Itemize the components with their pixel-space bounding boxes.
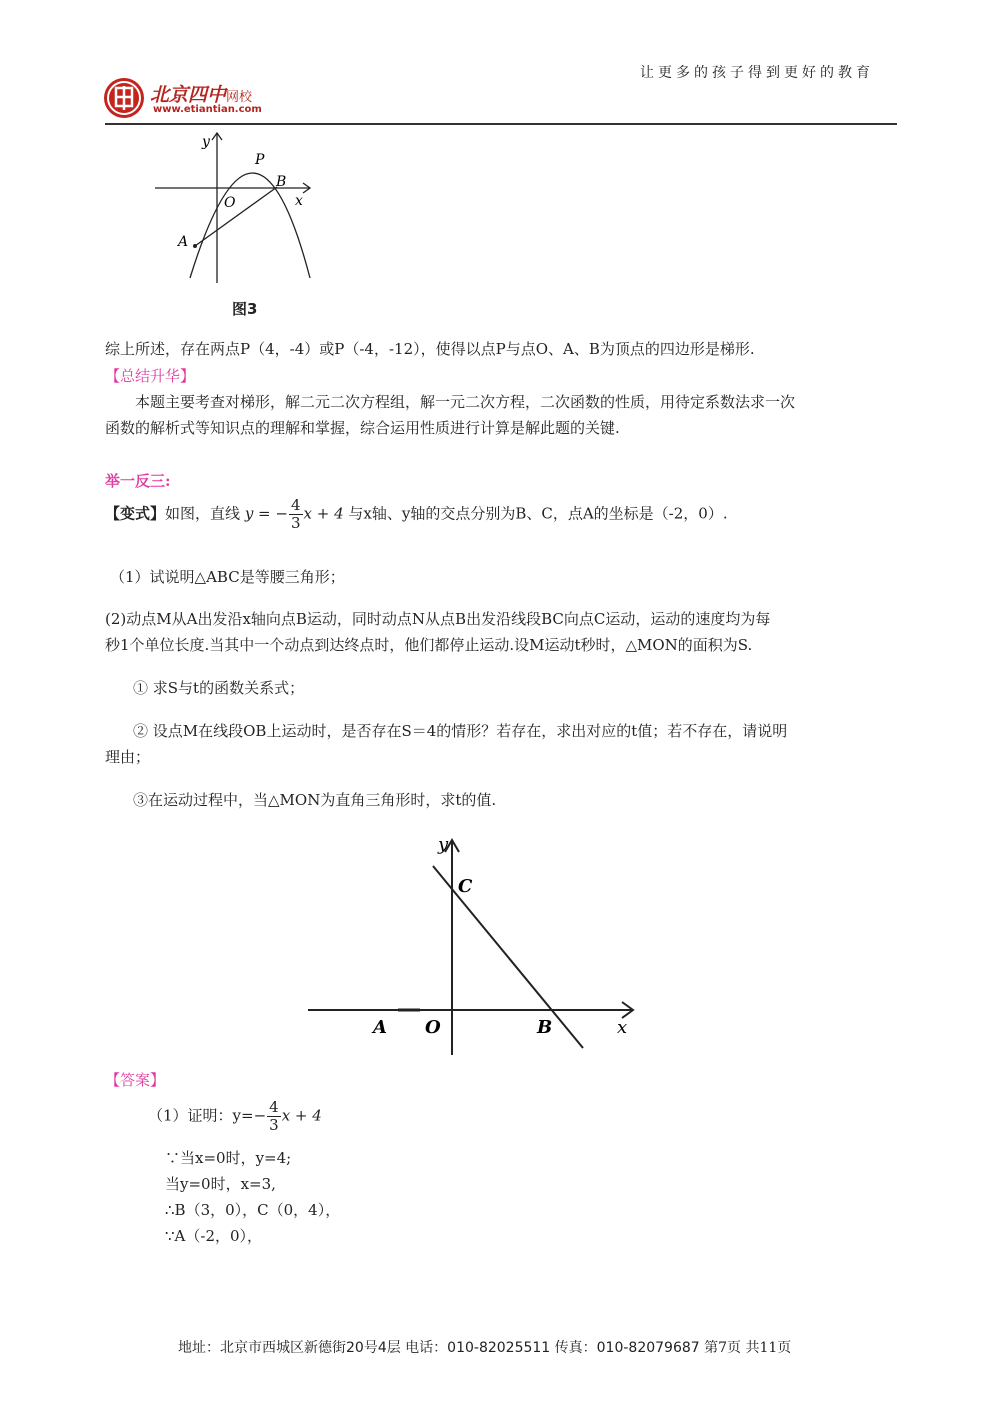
page-footer [178,1337,791,1357]
summary-line-1: 本题主要考查对梯形，解二元二次方程组，解一元二次方程，二次函数的性质，用待定系数法求一次 [135,393,796,411]
header-divider [105,123,897,125]
fig3-p-label: P [255,152,265,168]
fig-a-label: A [373,1017,387,1038]
logo-emblem-icon [104,78,144,118]
fig3-a-label: A [178,234,189,250]
answer-line-3: ∴B（3，0），C（0，4）， [165,1201,341,1219]
variant-intro: 【变式】如图，直线 y = − $\frac{4}{3}$ x + 4 与x轴、y轴的交点分别为B、C，点A的坐标是（-2，0）. [105,496,728,532]
footer-page-number: 第7页 共11页 [704,1340,792,1356]
conclusion-text: 综上所述，存在两点P（4，-4）或P（-4，-12），使得以点P与点O、A、B为顶点的四边形是梯形. [105,340,755,358]
summary-heading: 【总结升华】 [105,367,196,385]
logo-name: 北京四中网校 [150,84,253,106]
logo-url: www.etiantian.com [153,104,262,115]
answer-line-1: ∵当x=0时，y=4; [165,1149,292,1167]
fig-o-label: O [425,1017,441,1038]
variant-sub-2-line-1: ② 设点M在线段OB上运动时，是否存在S＝4的情形？若存在，求出对应的t值；若不存在，请说明 [133,722,788,740]
variant-q2-line-2: 秒1个单位长度.当其中一个动点到达终点时，他们都停止运动.设M运动t秒时，△MON的面积为S. [105,636,753,654]
fig3-x-label: x [295,193,303,209]
answer-proof-line: （1）证明：y=− $\frac{4}{3}$ x + 4 [148,1098,322,1134]
variant-sub-1: ① 求S与t的函数关系式； [133,679,305,697]
variant-q1: （1）试说明△ABC是等腰三角形； [110,568,345,586]
answer-heading: 【答案】 [105,1071,166,1089]
fig3-b-label: B [276,174,287,190]
fig3-y-label: y [202,134,210,150]
answer-line-4: ∵A（-2，0）， [165,1227,263,1245]
fig-c-label: C [458,876,473,897]
fig3-o-label: O [224,195,236,211]
summary-line-2: 函数的解析式等知识点的理解和掌握，综合运用性质进行计算是解此题的关键. [105,419,620,437]
figure3-caption: 图3 [232,300,258,318]
fig-x-label: x [617,1017,628,1038]
variant-figure-graph [300,830,645,1060]
variant-section-title: 举一反三: [105,472,171,490]
variant-sub-2-line-2: 理由； [105,748,151,766]
figure3-graph [150,128,320,298]
fig-y-label: y [438,834,449,855]
footer-address: 地址：北京市西城区新德街20号4层 电话：010-82025511 传真：010-82079687 [178,1340,700,1356]
header-slogan: 让更多的孩子得到更好的教育 [640,65,874,81]
variant-sub-3: ③在运动过程中，当△MON为直角三角形时，求t的值. [133,791,497,809]
answer-line-2: 当y=0时，x=3, [165,1175,276,1193]
variant-q2-line-1: (2)动点M从A出发沿x轴向点B运动，同时动点N从点B出发沿线段BC向点C运动，运动的速度均为每 [105,610,771,628]
fig-b-label: B [537,1017,553,1038]
